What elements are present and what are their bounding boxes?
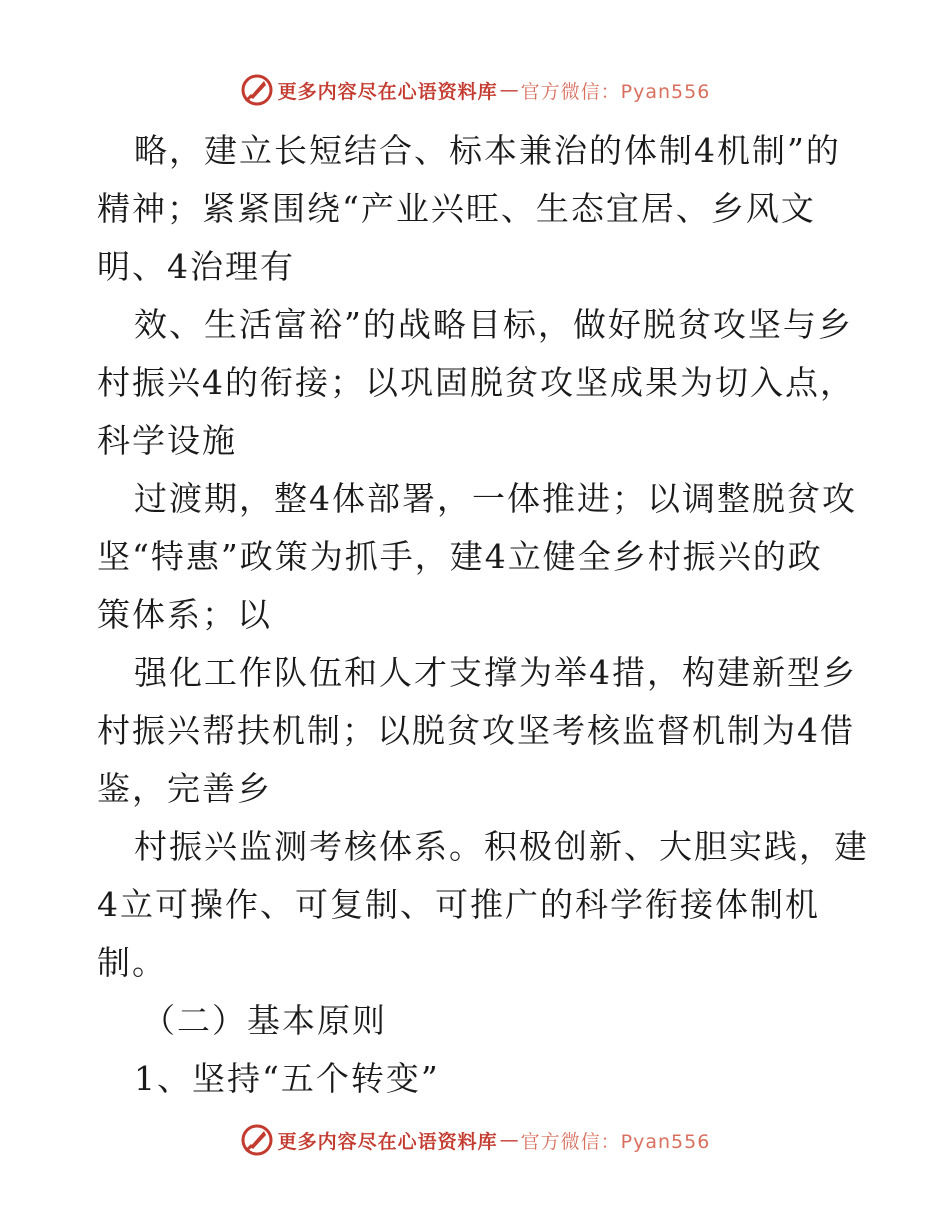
subsection-heading: 1、坚持“五个转变” — [134, 1059, 440, 1098]
text-line: 4立可操作、可复制、可推广的科学衔接体制机 — [97, 885, 820, 924]
text-line: 坚“特惠”政策为抓手，建4立健全乡村振兴的政 — [97, 537, 823, 576]
document-body — [97, 122, 869, 1108]
quill-logo-icon — [240, 73, 274, 107]
footer-watermark — [0, 1120, 950, 1160]
text-line: 略，建立长短结合、标本兼治的体制4机制”的 — [134, 131, 841, 170]
header-watermark — [0, 70, 950, 110]
watermark-site-text: 更多内容尽在心语资料库 — [277, 1130, 498, 1153]
watermark-wechat-text: 官方微信：Pyan556 — [520, 80, 711, 103]
text-line: 精神；紧紧围绕“产业兴旺、生态宜居、乡风文 — [97, 189, 816, 228]
text-line: 制。 — [97, 943, 167, 982]
text-line: 策体系；以 — [97, 595, 272, 634]
watermark-separator: — — [499, 1129, 519, 1151]
text-line: 村振兴监测考核体系。积极创新、大胆实践，建 — [134, 827, 869, 866]
text-line: 村振兴4的衔接；以巩固脱贫攻坚成果为切入点， — [97, 363, 855, 402]
watermark-wechat-text: 官方微信：Pyan556 — [520, 1130, 711, 1153]
text-line: 明、4治理有 — [97, 247, 295, 286]
watermark-site-text: 更多内容尽在心语资料库 — [277, 80, 498, 103]
text-line: 科学设施 — [97, 421, 237, 460]
text-line: 强化工作队伍和人才支撑为举4措，构建新型乡 — [134, 653, 857, 692]
text-line: 过渡期，整4体部署，一体推进；以调整脱贫攻 — [134, 479, 857, 518]
watermark-separator: — — [499, 79, 519, 101]
text-line: 效、生活富裕”的战略目标，做好脱贫攻坚与乡 — [134, 305, 853, 344]
section-heading: （二）基本原则 — [142, 1001, 387, 1040]
quill-logo-icon — [240, 1123, 274, 1157]
text-line: 鉴，完善乡 — [97, 769, 272, 808]
text-line: 村振兴帮扶机制；以脱贫攻坚考核监督机制为4借 — [97, 711, 855, 750]
